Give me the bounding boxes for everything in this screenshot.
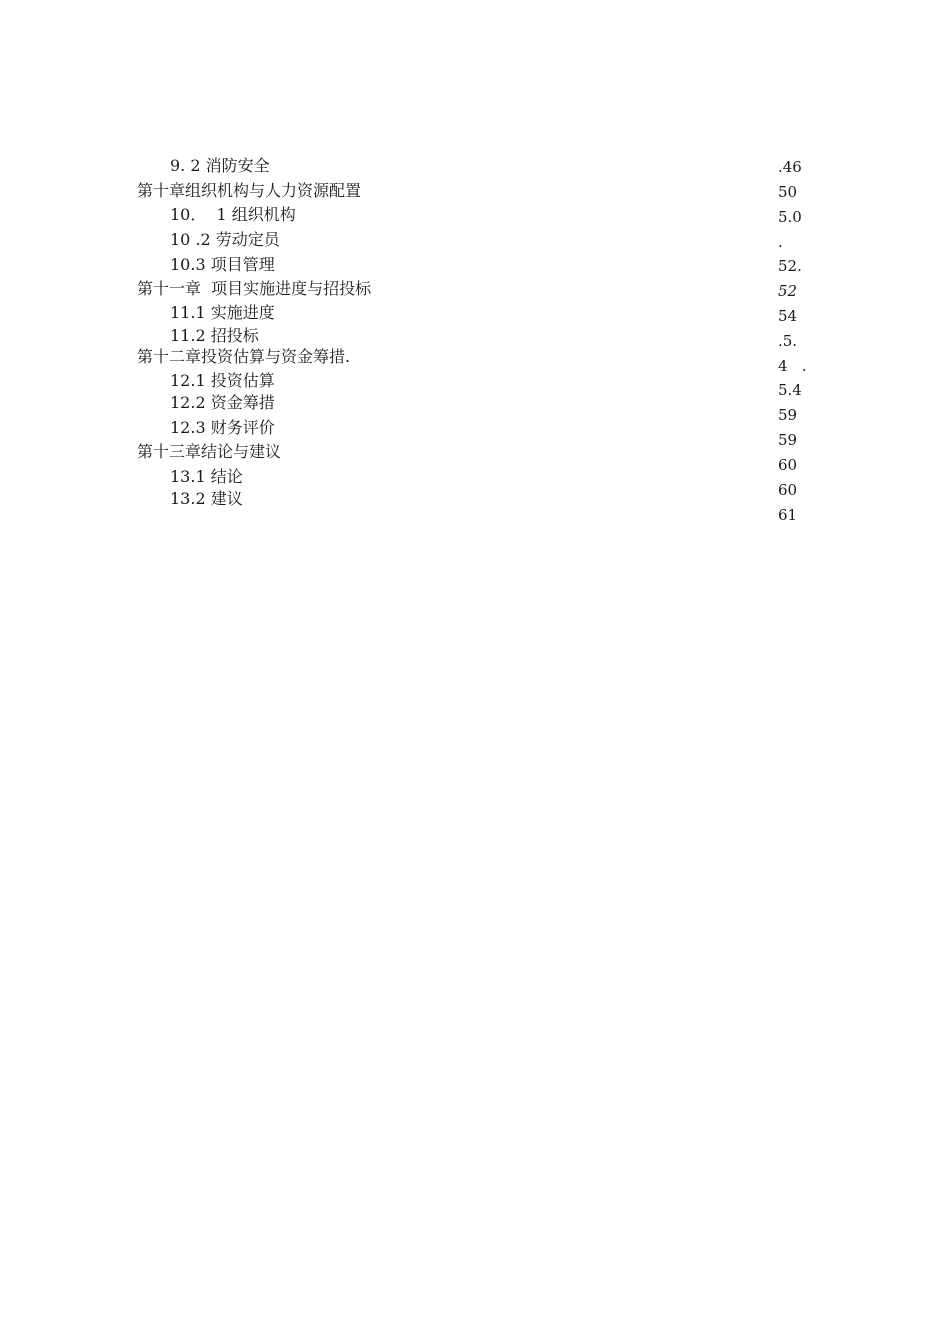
page-number-column	[0, 0, 950, 600]
page-number: 50	[778, 183, 798, 201]
toc-chapter-11: 第十一章 项目实施进度与招投标	[137, 279, 372, 298]
toc-entry-11-1: 11.1 实施进度	[170, 303, 275, 322]
page-number: 60	[778, 456, 798, 474]
toc-entry-13-1: 13.1 结论	[170, 467, 243, 486]
toc-entry-12-1: 12.1 投资估算	[170, 371, 275, 390]
toc-entry-12-2: 12.2 资金筹措	[170, 393, 275, 412]
toc-chapter-12: 第十二章投资估算与资金筹措.	[137, 347, 351, 366]
toc-chapter-13: 第十三章结论与建议	[137, 442, 282, 461]
page-number: 5.4	[778, 381, 802, 399]
page-number: 61	[778, 506, 798, 524]
toc-entry-9-2: 9. 2 消防安全	[170, 156, 270, 175]
page-number: 52.	[778, 257, 802, 275]
toc-entry-13-2: 13.2 建议	[170, 489, 243, 508]
toc-entry-12-3: 12.3 财务评价	[170, 418, 275, 437]
page-number: 54	[778, 307, 798, 325]
page-number: .	[778, 233, 783, 251]
page-number: .5.	[778, 332, 798, 350]
page-number: 4 .	[778, 357, 807, 375]
page-number: 60	[778, 481, 798, 499]
page-number: 52	[778, 282, 798, 300]
page-number: .46	[778, 158, 802, 176]
toc-entry-10-1: 10． 1 组织机构	[170, 205, 296, 224]
toc-entry-11-2: 11.2 招投标	[170, 326, 259, 345]
toc-entry-10-3: 10.3 项目管理	[170, 255, 275, 274]
page-number: 59	[778, 431, 798, 449]
toc-entry-10-2: 10 .2 劳动定员	[170, 230, 280, 249]
page-number: 5.0	[778, 208, 802, 226]
page-number: 59	[778, 406, 798, 424]
toc-chapter-10: 第十章组织机构与人力资源配置	[137, 181, 362, 200]
